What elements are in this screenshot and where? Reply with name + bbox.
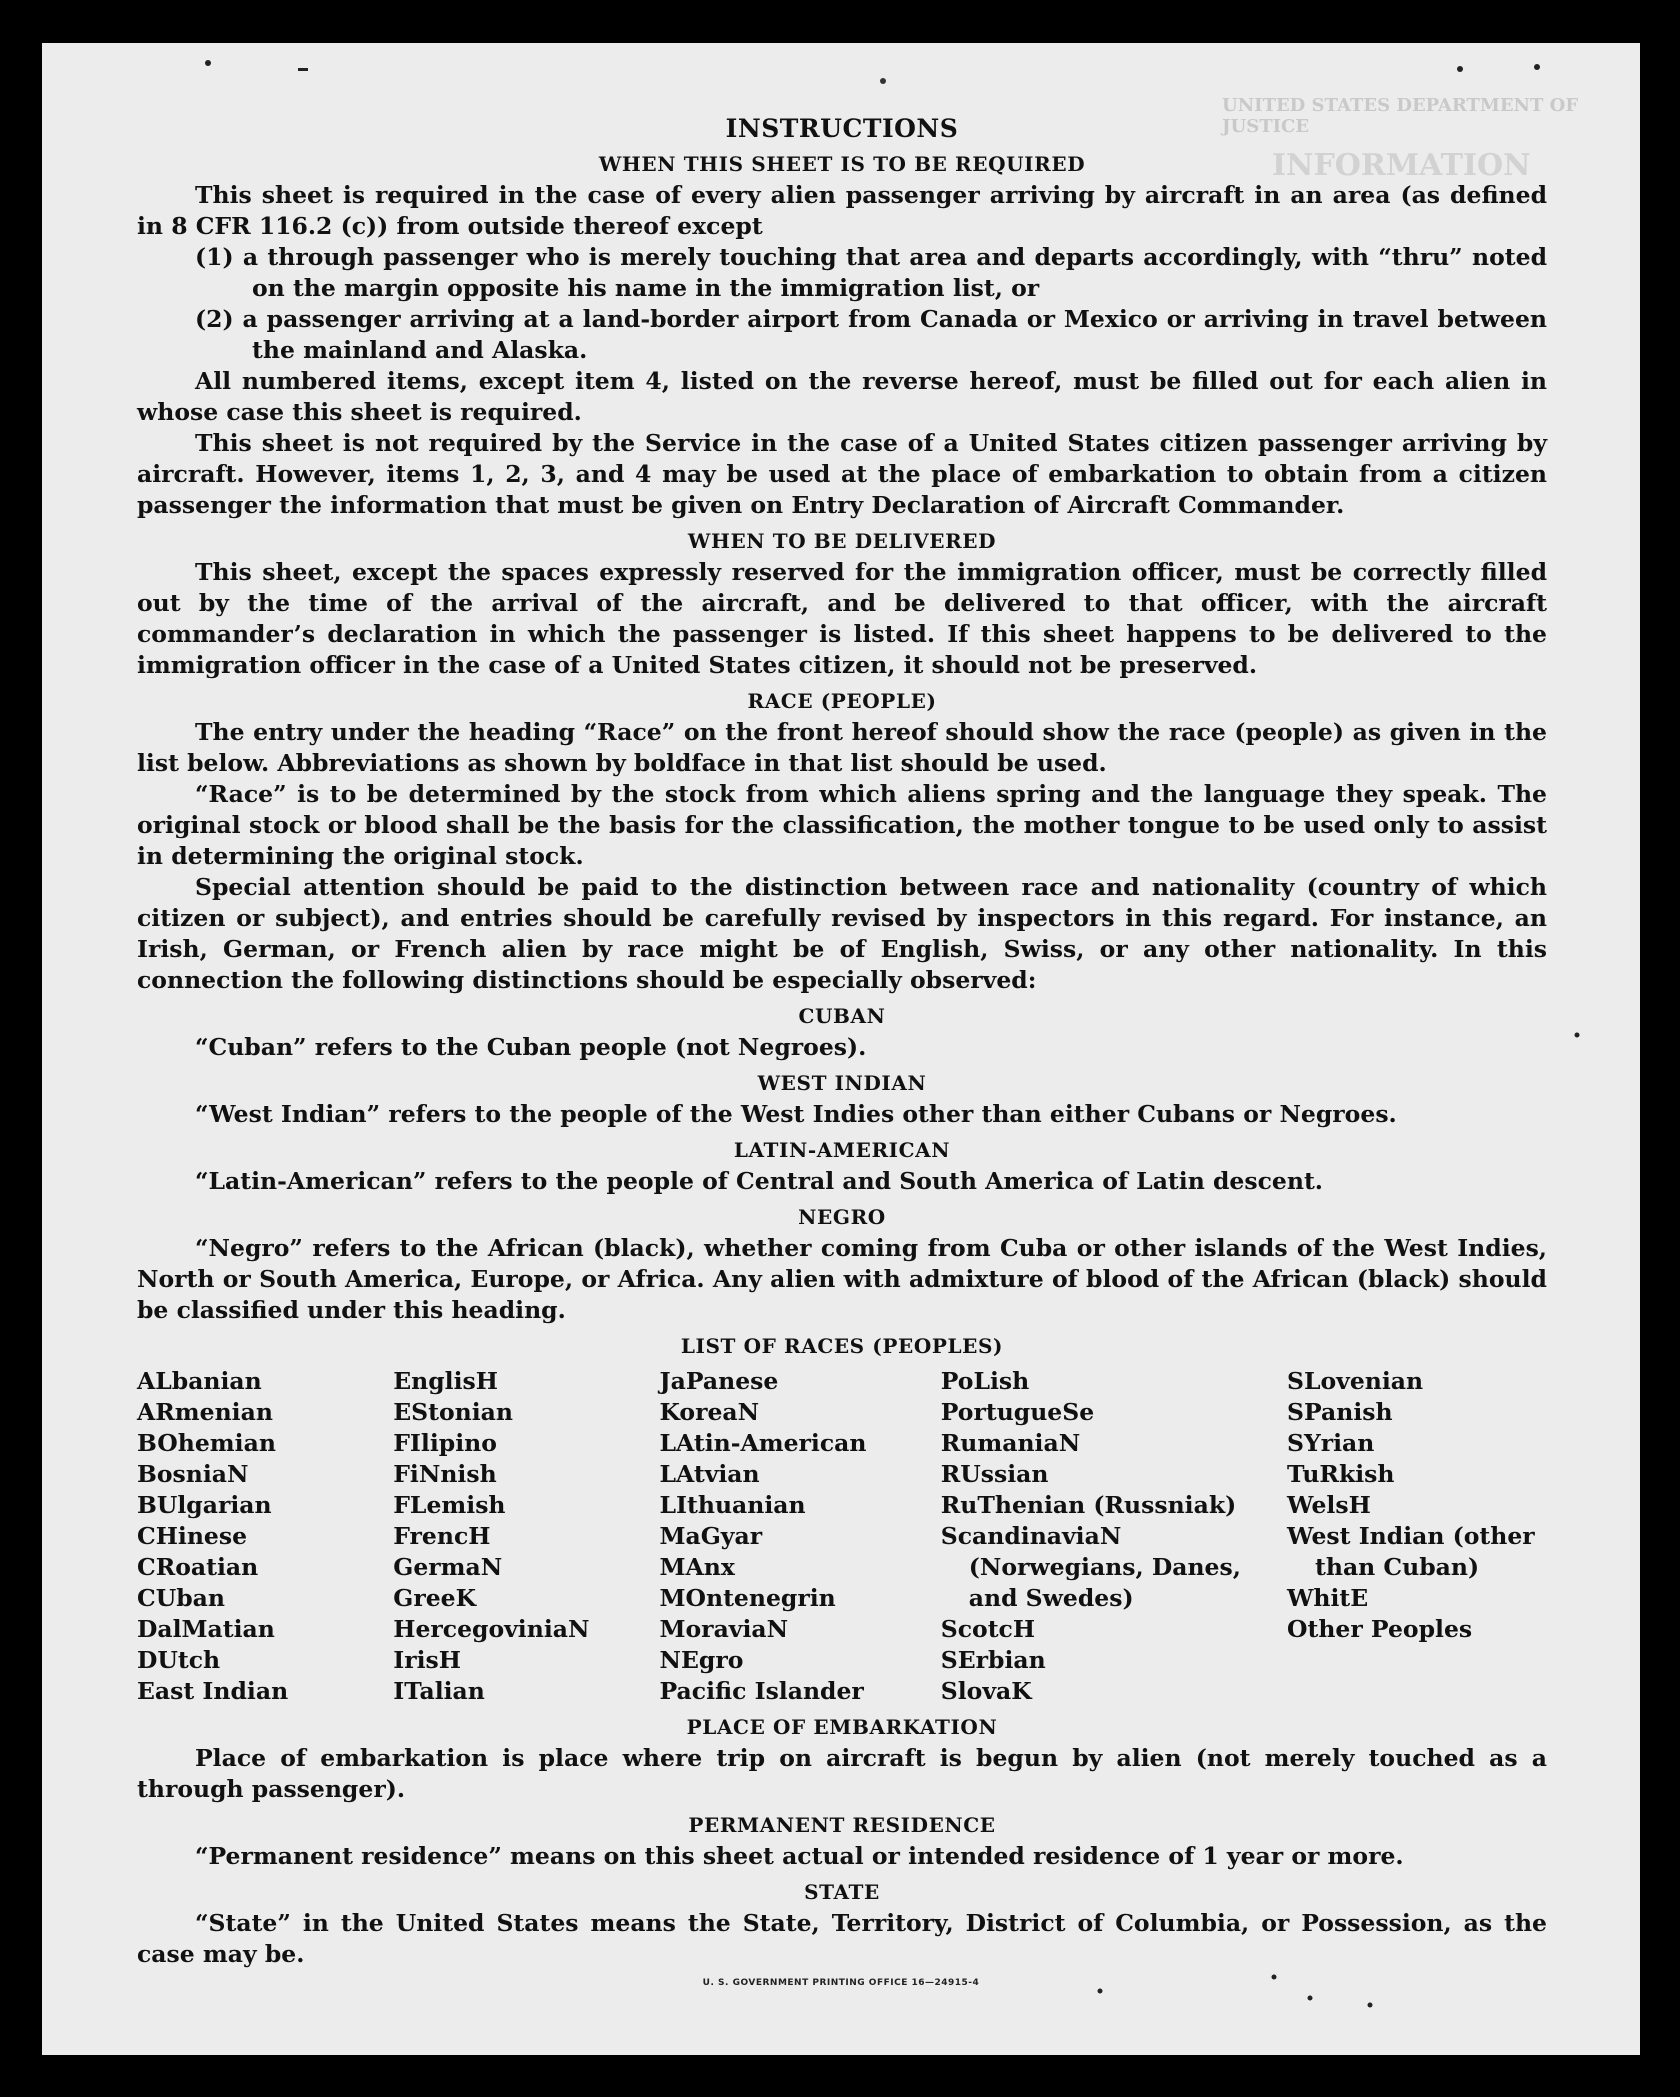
section-heading-latin-american: LATIN-AMERICAN [733,1138,951,1162]
races-column [660,1366,935,1707]
paragraph: Special attention should be paid to the distinction between race and nationality (country of which citizen or subject), and entries should be carefully revised by inspectors in this regard. For instance, an Irish, German, or French alien by race might be of English, Swiss, or any other nationality. In this connection the following distinctions should be especially observed: [137,873,1547,994]
race-entry: SYrian [1287,1429,1375,1457]
race-entry: ScotcH [940,1615,1036,1643]
printer-footer: U. S. GOVERNMENT PRINTING OFFICE 16—24915-4 [702,1978,980,1988]
section-heading-negro: NEGRO [798,1205,886,1229]
race-entry: ARmenian [137,1398,273,1426]
races-column [393,1366,653,1707]
list-item: (2) a passenger arriving at a land-border airport from Canada or Mexico or arriving in travel between the mainland and Alaska. [195,305,1547,364]
race-entry: MoraviaN [659,1615,789,1643]
race-entry: CHinese [137,1522,248,1550]
race-entry: WelsH [1287,1491,1371,1519]
race-entry: TuRkish [1287,1460,1395,1488]
race-entry: FIlipino [393,1429,497,1457]
race-entry: ALbanian [137,1367,262,1395]
section-heading-list-of-races: LIST OF RACES (PEOPLES) [680,1334,1004,1358]
race-entry: LAtvian [659,1460,760,1488]
paragraph: The entry under the heading “Race” on the front hereof should show the race (people) as given in the list below. Abbreviations as shown by boldface in that list should be used. [137,718,1547,777]
race-entry: SLovenian [1287,1367,1424,1395]
show-through-text: UNITED STATES DEPARTMENT OF JUSTICE [1222,95,1579,137]
races-column [941,1366,1281,1707]
race-entry: EStonian [393,1398,513,1426]
race-entry: DalMatian [137,1615,275,1643]
paragraph: All numbered items, except item 4, listed on the reverse hereof, must be filled out for each alien in whose case this sheet is required. [137,367,1547,426]
show-through-text: INFORMATION [1272,148,1531,183]
race-entry: PoLish [940,1367,1030,1395]
document-sheet [42,43,1640,2055]
race-entry: KoreaN [659,1398,760,1426]
race-entry: MAnx [659,1553,735,1581]
race-entry: FiNnish [393,1460,497,1488]
instructions-body [137,113,1547,1970]
paragraph: “Negro” refers to the African (black), whether coming from Cuba or other islands of the West Indies, North or South America, Europe, or Africa. Any alien with admixture of blood of the African (black) should be classified under this heading. [137,1234,1547,1324]
race-entry: GreeK [393,1584,477,1612]
paragraph: This sheet, except the spaces expressly reserved for the immigration officer, must be correctly filled out by the time of the arrival of the aircraft, and be delivered to that officer, with the aircraft commander’s declaration in which the passenger is listed. If this sheet happens to be delivered to the immigration officer in the case of a United States citizen, it should not be preserved. [137,558,1547,679]
paragraph: “Race” is to be determined by the stock from which aliens spring and the language they speak. The original stock or blood shall be the basis for the classification, the mother tongue to be used only to assist in determining the original stock. [137,780,1547,870]
race-entry: LAtin-American [659,1429,867,1457]
race-entry: EnglisH [393,1367,498,1395]
race-entry: ScandinaviaN (Norwegians, Danes, and Swedes) [940,1522,1241,1612]
race-entry: HercegoviniaN [393,1615,590,1643]
race-entry: DUtch [137,1646,221,1674]
race-entry: WhitE [1287,1584,1369,1612]
race-entry: SlovaK [940,1677,1032,1705]
paragraph: “Permanent residence” means on this sheet actual or intended residence of 1 year or more. [195,1842,1404,1870]
race-entry: BosniaN [137,1460,249,1488]
race-entry: JaPanese [659,1367,779,1395]
section-heading-state: STATE [804,1880,880,1904]
paragraph: “Latin-American” refers to the people of Central and South America of Latin descent. [195,1167,1323,1195]
race-entry: RUssian [940,1460,1049,1488]
page-title: INSTRUCTIONS [725,114,959,143]
race-entry: West Indian (other than Cuban) [1287,1522,1535,1581]
section-heading-when-delivered: WHEN TO BE DELIVERED [687,529,997,553]
race-entry: NEgro [659,1646,744,1674]
section-heading-when-required: WHEN THIS SHEET IS TO BE REQUIRED [598,152,1086,176]
races-column [137,1366,387,1707]
race-entry: GermaN [393,1553,503,1581]
race-entry: IrisH [393,1646,461,1674]
race-entry: FrencH [393,1522,491,1550]
race-entry: BOhemian [137,1429,276,1457]
section-heading-permanent-residence: PERMANENT RESIDENCE [688,1813,996,1837]
races-column [1287,1366,1547,1707]
race-entry: SErbian [940,1646,1046,1674]
race-entry: FLemish [393,1491,506,1519]
paragraph: This sheet is not required by the Service in the case of a United States citizen passenger arriving by aircraft. However, items 1, 2, 3, and 4 may be used at the place of embarkation to obtain from a citizen passenger the information that must be given on Entry Declaration of Aircraft Commander. [137,429,1547,519]
race-entry: SPanish [1287,1398,1393,1426]
race-entry: BUlgarian [137,1491,272,1519]
race-entry: LIthuanian [659,1491,806,1519]
section-heading-cuban: CUBAN [798,1004,886,1028]
paragraph: Place of embarkation is place where trip on aircraft is begun by alien (not merely touched as a through passenger). [137,1744,1547,1803]
races-list [137,1366,1547,1707]
section-heading-embarkation: PLACE OF EMBARKATION [686,1715,998,1739]
race-entry: East Indian [137,1677,289,1705]
race-entry: RuThenian (Russniak) [940,1491,1237,1519]
race-entry: Other Peoples [1287,1615,1473,1643]
race-entry: MOntenegrin [659,1584,836,1612]
paragraph: “State” in the United States means the State, Territory, District of Columbia, or Possession, as the case may be. [137,1909,1547,1968]
section-heading-west-indian: WEST INDIAN [757,1071,927,1095]
race-entry: ITalian [393,1677,485,1705]
race-entry: CRoatian [137,1553,259,1581]
race-entry: RumaniaN [940,1429,1081,1457]
race-entry: Pacific Islander [659,1677,864,1705]
race-entry: CUban [137,1584,225,1612]
race-entry: MaGyar [659,1522,763,1550]
paragraph: “Cuban” refers to the Cuban people (not Negroes). [195,1033,867,1061]
race-entry: PortugueSe [940,1398,1095,1426]
paragraph: “West Indian” refers to the people of the West Indies other than either Cubans or Negroes. [195,1100,1397,1128]
paragraph: This sheet is required in the case of every alien passenger arriving by aircraft in an area (as defined in 8 CFR 116.2 (c)) from outside thereof except [137,181,1547,240]
section-heading-race: RACE (PEOPLE) [747,689,937,713]
list-item: (1) a through passenger who is merely touching that area and departs accordingly, with “thru” noted on the margin opposite his name in the immigration list, or [195,243,1547,302]
